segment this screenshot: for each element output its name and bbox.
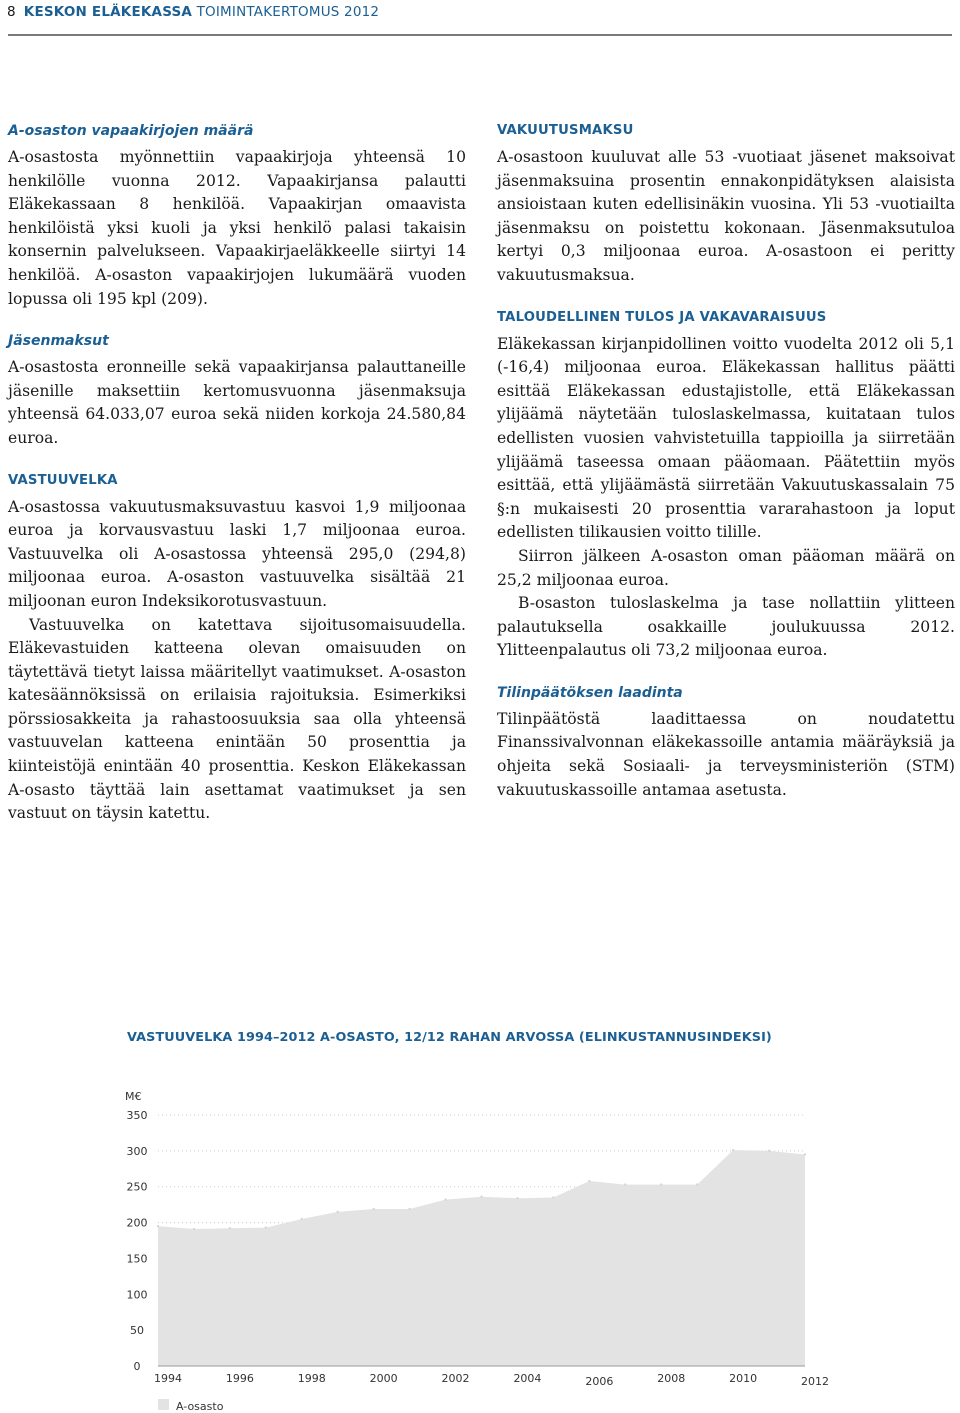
data-point-2002 <box>444 1198 446 1200</box>
data-point-2009 <box>696 1183 698 1185</box>
section-heading-tilinpaatos: Tilinpäätöksen laadinta <box>497 684 683 701</box>
paragraph-tulos-2: Siirron jälkeen A-osaston oman pääoman määrä on 25,2 miljoonaa euroa. <box>497 546 955 589</box>
data-point-1994 <box>157 1225 159 1227</box>
paragraph-vakuutusmaksu: A-osastoon kuuluvat alle 53 -vuotiaat jäsenet maksoivat jäsenmaksuina prosentin ennakonpidätyksen alaisista ansioistaan kuten edellisinäkin vuosina. Yli 53 -vuotiailta jäsenmaksu on poistettu kokonaan. Jäsenmaksutuloa kertyi 0,3 miljoonaa euroa. A-osastoon ei peritty vakuutusmaksua. <box>497 148 955 284</box>
paragraph-tulos-1: Eläkekassan kirjanpidollinen voitto vuodelta 2012 oli 5,1 (-16,4) miljoonaa euroa. Eläkekassan hallitus päätti esittää Eläkekassan edustajistolle, että Eläkekassan ylijäämä näytetään tuloslaskelmassa, kuitataan tulos edellisten vuosien vahvistetuilla tappioilla ja siirretään ylijäämä taseessa omaan pääomaan. Päätettiin myös esittää, että ylijäämästä siirretään Vakuutuskassalain 75 §:n mukaisesti 20 prosenttia vararahastoon ja loput edellisten tilikausien voitto tilille. <box>497 334 955 542</box>
x-tick-label-2004: 2004 <box>513 1372 542 1385</box>
y-tick-label-250: 250 <box>126 1180 148 1194</box>
x-tick-label-1994: 1994 <box>154 1372 182 1385</box>
company-name: KESKON ELÄKEKASSA <box>23 4 193 20</box>
data-point-2003 <box>480 1196 482 1198</box>
y-tick-label-50: 50 <box>130 1324 144 1338</box>
data-point-2012 <box>804 1153 806 1155</box>
x-tick-label-1996: 1996 <box>225 1372 254 1385</box>
paragraph-tulos-3: B-osaston tuloslaskelma ja tase nollattiin ylitteen palautuksella osakkaille joulukuussa 2012. Ylitteenpalautus oli 73,2 miljoonaa euroa. <box>497 594 955 660</box>
document-title: TOIMINTAKERTOMUS 2012 <box>196 4 380 20</box>
series-area-A-osasto <box>158 1150 805 1366</box>
x-tick-label-1998: 1998 <box>297 1372 326 1385</box>
y-tick-label-0: 0 <box>133 1360 141 1373</box>
x-tick-label-2008: 2008 <box>657 1372 686 1385</box>
legend-label-A-osasto: A-osasto <box>176 1400 224 1413</box>
data-point-1999 <box>337 1211 339 1213</box>
section-heading-vapaakirjat: A-osaston vapaakirjojen määrä <box>8 123 254 139</box>
data-point-2011 <box>768 1150 770 1152</box>
x-tick-label-2002: 2002 <box>441 1372 470 1385</box>
data-point-2001 <box>408 1208 410 1210</box>
paragraph-vapaakirjat: A-osastosta myönnettiin vapaakirjoja yhteensä 10 henkilölle vuonna 2012. Vapaakirjansa palautti Eläkekassaan 8 henkilöä. Vapaakirjan omaavista henkilöistä yksi kuoli ja yksi henkilö palasi takaisin konsernin palvelukseen. Vapaakirjaeläkkeelle siirtyi 14 henkilöä. A-osaston vapaakirjojen lukumäärä vuoden lopussa oli 195 kpl (209). <box>8 148 466 308</box>
paragraph-tilinpaatos: Tilinpäätöstä laadittaessa on noudatettu Finanssivalvonnan eläkekassoille antamia määräyksiä ja ohjeita sekä Sosiaali- ja terveysministeriön (STM) vakuutuskassoille antamaa asetusta. <box>497 709 955 799</box>
y-axis-unit-label: M€ <box>125 1090 142 1103</box>
data-point-2004 <box>516 1197 518 1199</box>
y-tick-label-300: 300 <box>126 1144 148 1158</box>
data-point-2010 <box>732 1149 734 1151</box>
data-point-2007 <box>624 1183 626 1185</box>
data-point-2000 <box>372 1208 374 1210</box>
legend-swatch-A-osasto <box>158 1399 169 1410</box>
data-point-1998 <box>301 1218 303 1220</box>
data-point-2005 <box>552 1196 554 1198</box>
y-tick-label-350: 350 <box>126 1109 148 1122</box>
y-tick-label-150: 150 <box>126 1252 148 1266</box>
section-heading-taloudellinen-tulos: TALOUDELLINEN TULOS JA VAKAVARAISUUS <box>497 309 827 325</box>
section-heading-vakuutusmaksu: VAKUUTUSMAKSU <box>497 123 634 138</box>
section-heading-vastuuvelka: VASTUUVELKA <box>8 472 118 488</box>
data-point-2006 <box>588 1180 590 1182</box>
y-tick-label-100: 100 <box>126 1288 148 1302</box>
x-tick-label-2010: 2010 <box>729 1372 758 1385</box>
x-tick-label-2006: 2006 <box>585 1375 614 1388</box>
x-tick-label-2000: 2000 <box>369 1372 398 1385</box>
y-tick-label-200: 200 <box>126 1216 148 1230</box>
data-point-1997 <box>265 1226 267 1228</box>
data-point-1995 <box>193 1228 195 1230</box>
paragraph-vastuuvelka-2: Vastuuvelka on katettava sijoitusomaisuudella. Eläkevastuiden katteena olevan omaisuuden on täytettävä tietyt laissa määritellyt vaatimukset. A-osaston katesäännöksissä on erilaisia rajoituksia. Esimerkiksi pörssiosakkeita ja rahastoosuuksia saa olla yhteensä vastuuvelan katteena enintään 50 prosenttia ja kiinteistöjä enintään 40 prosenttia. Keskon Eläkekassan A-osasto täyttää lain asettamat vaatimukset ja sen vastuut on täysin katettu. <box>8 615 466 823</box>
data-point-1996 <box>229 1227 231 1229</box>
paragraph-vastuuvelka-1: A-osastossa vakuutusmaksuvastuu kasvoi 1,9 miljoonaa euroa ja korvausvastuu laski 1,7 miljoonaa euroa. Vastuuvelka oli A-osastossa yhteensä 295,0 (294,8) miljoonaa euroa. A-osaston vastuuvelka sisältää 21 miljoonan euron Indeksikorotusvastuun. <box>8 497 466 610</box>
paragraph-jasenmaksut: A-osastosta eronneille sekä vapaakirjansa palauttaneille jäsenille maksettiin kertomusvuonna jäsenmaksuja yhteensä 64.033,07 euroa sekä niiden korkoja 24.580,84 euroa. <box>8 358 466 447</box>
page-number: 8 <box>7 4 16 20</box>
data-point-2008 <box>660 1183 662 1185</box>
x-tick-label-2012: 2012 <box>801 1375 829 1388</box>
chart-title: VASTUUVELKA 1994–2012 A-OSASTO, 12/12 RAHAN ARVOSSA (ELINKUSTANNUSINDEKSI) <box>127 1030 772 1045</box>
section-heading-jasenmaksut: Jäsenmaksut <box>8 333 109 350</box>
